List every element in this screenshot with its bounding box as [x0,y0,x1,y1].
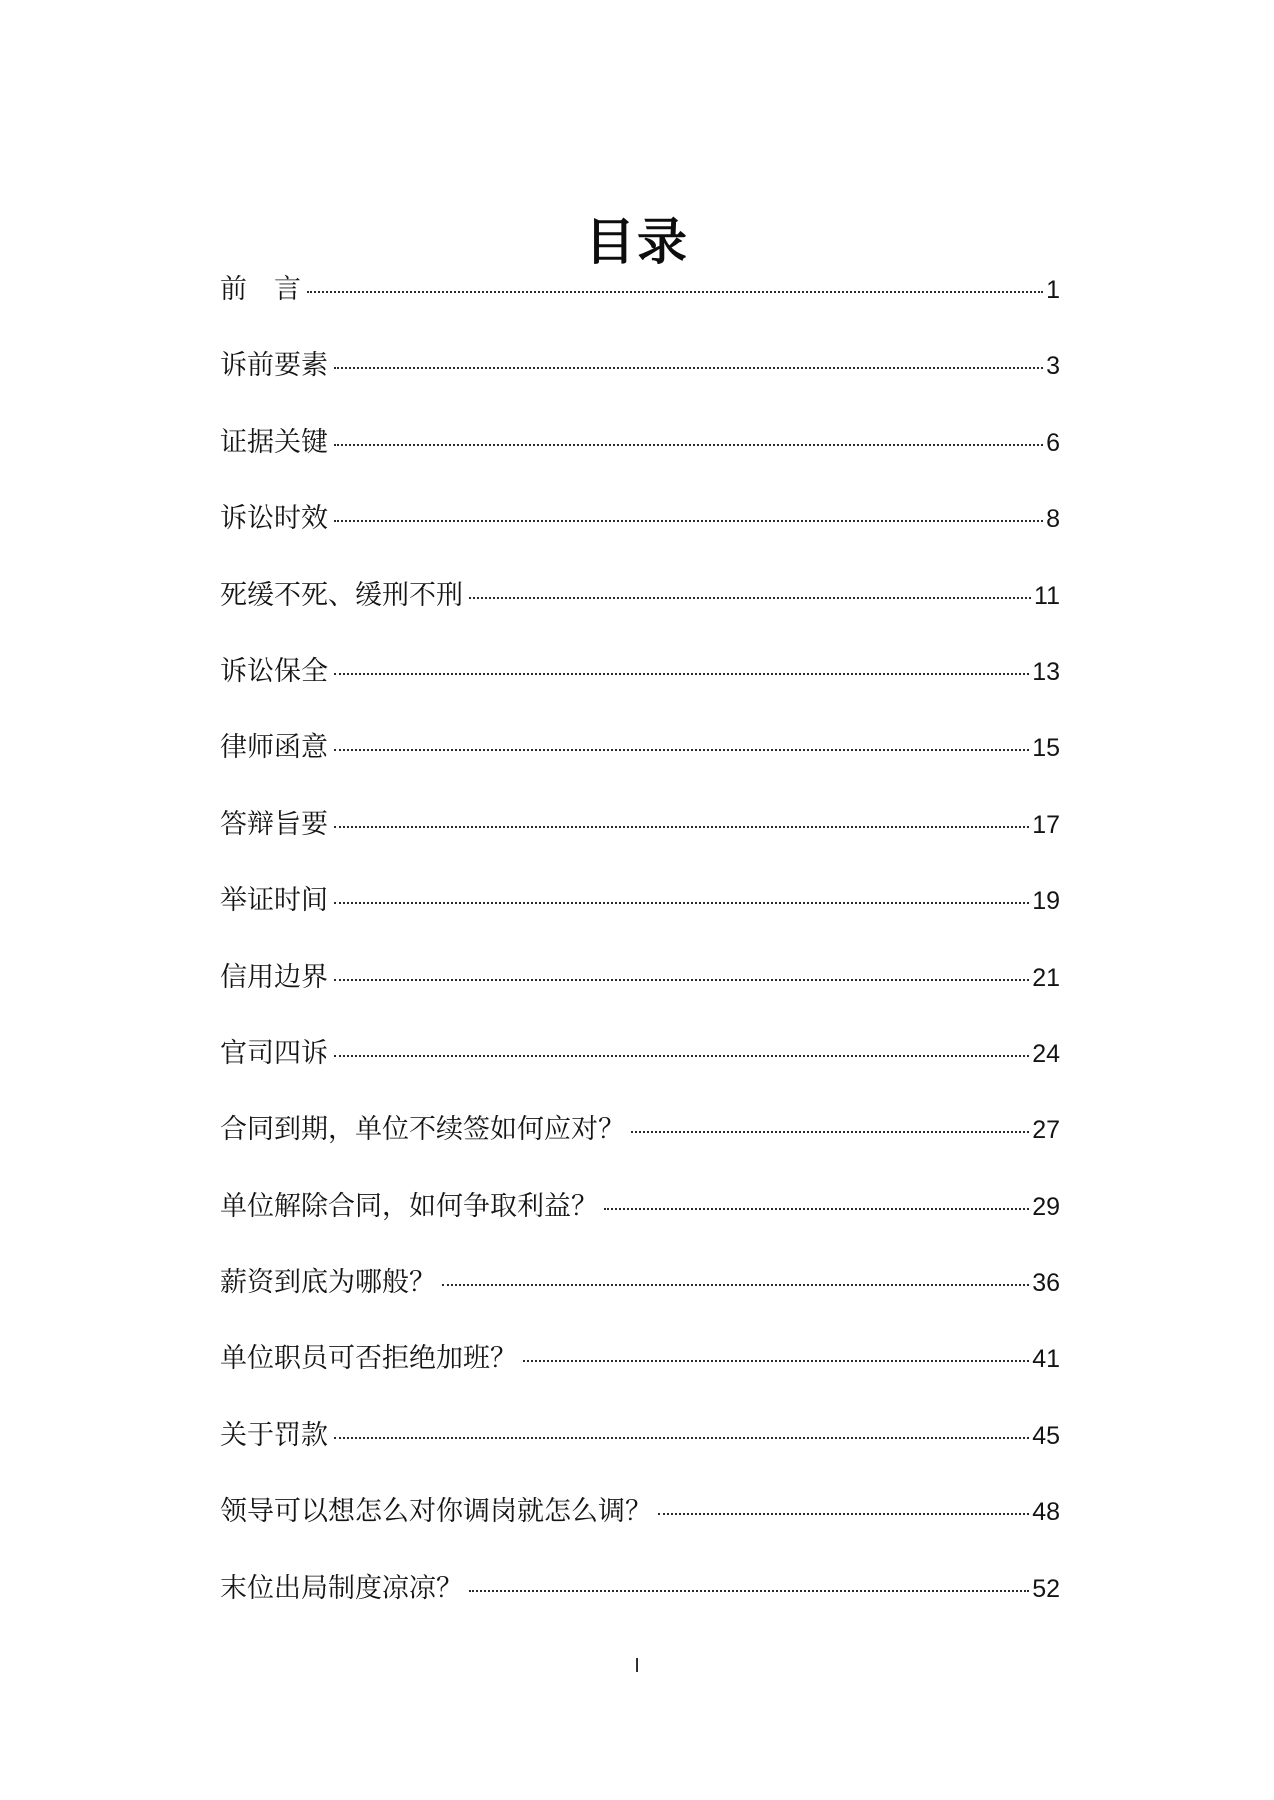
toc-entry-title: 前 言 [220,274,301,305]
toc-entry[interactable] [220,1106,1060,1182]
table-of-contents [220,266,1060,1641]
toc-entry-page: 3 [1046,352,1060,381]
dot-leader [334,979,1029,981]
dot-leader [469,597,1031,599]
toc-entry-title: 诉前要素 [220,350,328,382]
toc-entry-title: 合同到期，单位不续签如何应对？ [220,1114,625,1146]
toc-entry[interactable] [220,342,1060,418]
toc-entry[interactable] [220,266,1060,342]
toc-entry-page: 29 [1032,1192,1060,1221]
dot-leader [334,520,1043,522]
toc-entry-page: 15 [1032,734,1060,763]
dot-leader [469,1590,1029,1592]
toc-entry-title: 领导可以想怎么对你调岗就怎么调？ [220,1496,652,1528]
toc-entry-page: 1 [1046,276,1060,304]
toc-entry[interactable] [220,1412,1060,1488]
page-title: 目录 [585,211,689,271]
dot-leader [334,673,1029,675]
toc-entry-page: 6 [1046,428,1060,457]
page-number-footer: I [634,1655,640,1677]
dot-leader [307,291,1043,293]
dot-leader [334,826,1029,828]
dot-leader [442,1284,1029,1286]
toc-entry-page: 27 [1032,1116,1060,1145]
dot-leader [631,1131,1029,1133]
toc-entry[interactable] [220,1030,1060,1106]
dot-leader [523,1360,1029,1362]
toc-entry-title: 答辩旨要 [220,808,328,840]
toc-entry-page: 41 [1032,1345,1060,1374]
toc-entry-title: 单位解除合同，如何争取利益？ [220,1190,598,1222]
toc-entry[interactable] [220,1183,1060,1259]
toc-entry-title: 证据关键 [220,426,328,458]
toc-entry-title: 关于罚款 [220,1419,328,1451]
toc-entry[interactable] [220,648,1060,724]
toc-entry[interactable] [220,419,1060,495]
toc-entry-title: 单位职员可否拒绝加班？ [220,1343,517,1375]
toc-entry-title: 诉讼时效 [220,503,328,535]
toc-entry-page: 19 [1032,887,1060,916]
toc-entry[interactable] [220,1335,1060,1411]
dot-leader [334,367,1043,369]
toc-entry[interactable] [220,1259,1060,1335]
toc-entry-title: 末位出局制度凉凉？ [220,1572,463,1604]
toc-entry-title: 信用边界 [220,961,328,993]
toc-entry[interactable] [220,724,1060,800]
toc-entry-page: 21 [1032,963,1060,992]
toc-entry-page: 11 [1034,581,1060,610]
toc-entry-title: 薪资到底为哪般？ [220,1267,436,1299]
dot-leader [334,749,1029,751]
toc-entry[interactable] [220,877,1060,953]
toc-entry-title: 诉讼保全 [220,655,328,687]
toc-entry[interactable] [220,572,1060,648]
toc-entry[interactable] [220,801,1060,877]
toc-entry-page: 8 [1046,505,1060,534]
toc-entry[interactable] [220,1488,1060,1564]
toc-entry-title: 死缓不死、缓刑不刑 [220,579,463,611]
dot-leader [334,1437,1029,1439]
toc-entry-page: 52 [1032,1574,1060,1603]
toc-entry-page: 45 [1032,1421,1060,1450]
toc-entry[interactable] [220,1565,1060,1641]
toc-entry-title: 举证时间 [220,885,328,917]
toc-entry[interactable] [220,954,1060,1030]
toc-entry-title: 律师函意 [220,732,328,764]
dot-leader [604,1208,1029,1210]
dot-leader [334,1055,1029,1057]
toc-entry-page: 36 [1032,1269,1060,1298]
toc-entry-page: 48 [1032,1498,1060,1527]
toc-entry-page: 13 [1032,657,1060,686]
toc-entry-page: 17 [1032,810,1060,839]
dot-leader [658,1513,1029,1515]
dot-leader [334,444,1043,446]
toc-entry-title: 官司四诉 [220,1037,328,1069]
dot-leader [334,902,1029,904]
toc-entry-page: 24 [1032,1039,1060,1068]
toc-entry[interactable] [220,495,1060,571]
